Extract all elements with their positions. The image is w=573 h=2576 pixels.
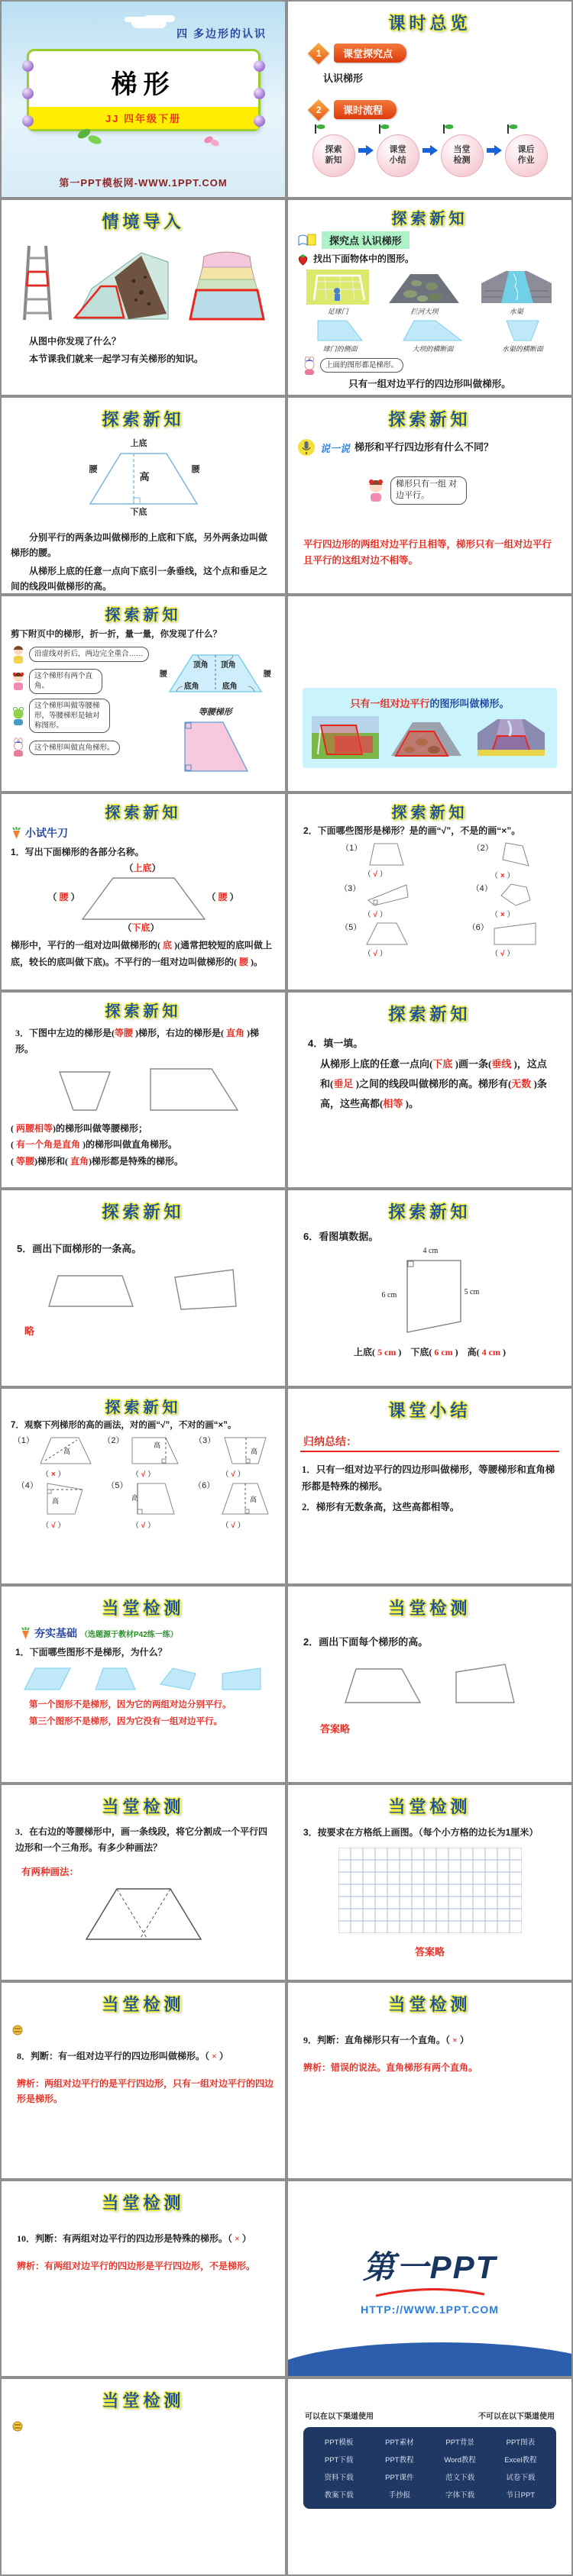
shape-item: （5） （ √ ）: [316, 921, 435, 958]
slide-title: 探索新知: [391, 210, 468, 228]
slide-07-fold[interactable]: [0, 595, 286, 793]
answer: （ √ ）: [490, 950, 515, 959]
slide-title: 课时总览: [388, 14, 471, 33]
microphone-icon: [297, 438, 316, 457]
trapezoid-figure: [92, 1666, 138, 1692]
grid-paper: [338, 1848, 522, 1933]
slide-title: 当堂检测: [102, 1796, 185, 1816]
site-link[interactable]: PPT模板: [324, 2439, 354, 2448]
slide-title: 探索新知: [105, 1002, 182, 1020]
question-text: 3．在右边的等腰梯形中，画一条线段，将它分割成一个平行四边形和一个三角形。有多少种画法？: [15, 1825, 268, 1854]
trapezoid-figure: [402, 319, 463, 342]
slide-title: 课堂小结: [388, 1400, 471, 1420]
dim-top: 4 cm: [422, 1247, 439, 1256]
edition-label: JJ 四年级下册: [105, 113, 182, 124]
answer: （ √ ）: [221, 1470, 245, 1480]
dim-right: 5 cm: [464, 1288, 480, 1297]
slide-06-compare[interactable]: [286, 396, 573, 595]
girl-avatar-icon: [11, 644, 26, 664]
task-prompt: 剪下附页中的梯形，折一折，量一量，你发现了什么？: [11, 629, 222, 639]
site-link[interactable]: 节日PPT: [506, 2491, 536, 2500]
arrow-right-icon: [358, 145, 374, 156]
slide-title: 情境导入: [102, 211, 185, 231]
label-waist: 腰: [159, 670, 167, 679]
vault-box-figure: [183, 243, 270, 323]
answer: （ √ ）: [363, 950, 387, 959]
speech-bubble: 这个梯形叫做等腰梯形，等腰梯形是轴对称图形。: [29, 699, 110, 734]
slide-title: 当堂检测: [102, 2193, 185, 2213]
site-link[interactable]: PPT下载: [324, 2456, 354, 2465]
speech-bubble: 上面的图形都是梯形。: [320, 358, 403, 373]
label-right-waist: （ 腰 ）: [206, 892, 239, 903]
trapezoid-figure: [364, 921, 410, 947]
answer: 答案略: [320, 1723, 351, 1735]
conclusion-text: 平行四边形的两组对边平行且相等，梯形只有一组对边平行且平行的这组对边不相等。: [303, 538, 552, 567]
ball-decoration: [254, 60, 265, 72]
slide-title: 探索新知: [105, 805, 182, 822]
ball-decoration: [22, 88, 34, 99]
allowed-channels-label: 可以在以下渠道使用: [305, 2413, 374, 2422]
section-ribbon: 课时流程: [334, 100, 397, 119]
right-trapezoid-figure: [144, 1064, 244, 1115]
judge-question: 8．判断：有一组对边平行的四边形叫做梯形。（ × ）: [17, 2051, 228, 2062]
dim-left: 6 cm: [381, 1291, 397, 1300]
answer: （ √ ）: [363, 911, 387, 920]
site-link[interactable]: PPT背景: [445, 2439, 474, 2448]
question-text: 6．看图填数据。: [303, 1231, 379, 1243]
ball-decoration: [254, 88, 265, 99]
answer: （ √ ）: [41, 1522, 66, 1531]
fill-paragraph: 从梯形上底的任意一点向(下底 )画一条(垂线 )，这点和(垂足 )之间的线段叫做梯形的高。梯形有(无数 )条高，这些高都(相等 )。: [320, 1058, 547, 1110]
ball-decoration: [22, 115, 34, 127]
leaf-icon: [76, 126, 102, 147]
slide-16-summary[interactable]: [286, 1387, 573, 1586]
slide-21-judge8[interactable]: [0, 1981, 286, 2180]
height-paragraph: 从梯形上底的任意一点向下底引一条垂线，这个点和垂足之间的线段叫做梯形的高。: [11, 565, 268, 592]
definition-text: 只有一组对边平行的四边形叫做梯形。: [348, 378, 511, 389]
slide-12-practice4[interactable]: [286, 991, 573, 1190]
site-links-panel: [303, 2427, 556, 2509]
analysis-text: 辨析：两组对边平行的是平行四边形，只有一组对边平行的四边形是梯形。: [17, 2077, 274, 2105]
denied-channels-label: 不可以在以下渠道使用: [478, 2413, 555, 2422]
judge-question: 10．判断：有两组对边平行的四边形是特殊的梯形。（ × ）: [17, 2232, 251, 2244]
shape-item: （1） （ √ ）: [316, 841, 435, 880]
source-site: 第一PPT模板网-WWW.1PPT.COM: [59, 176, 228, 189]
ladder-figure: [16, 243, 59, 323]
question-text: 梯形和平行四边形有什么不同？: [354, 441, 494, 453]
label-waist: 腰: [263, 670, 271, 679]
label-bottom-angle: 底角: [222, 683, 238, 691]
label-bottom-angle: 底角: [183, 683, 199, 691]
fill-paragraph: 梯形中，平行的一组对边叫做梯形的( 底 )(通常把较短的底叫做上底，较长的底叫做下底)。不平行的一组对边叫做梯形的( 腰 )。: [11, 940, 273, 967]
slide-02-overview[interactable]: [286, 0, 573, 199]
slide-11-practice3[interactable]: [0, 991, 286, 1190]
slide-title: 当堂检测: [388, 1995, 471, 2015]
photo-label: 拦河大坝: [410, 307, 439, 315]
slide-26-license[interactable]: [286, 2377, 573, 2576]
quad-figure: [497, 841, 533, 869]
summary-point: 1．只有一组对边平行的四边形叫做梯形，等腰梯形和直角梯形都是特殊的梯形。: [302, 1464, 555, 1493]
slide-25-check-blank[interactable]: [0, 2377, 286, 2576]
slide-title: 探索新知: [102, 1202, 185, 1222]
height-figure: [218, 1479, 273, 1519]
diagram-caption: 等腰梯形: [198, 708, 232, 717]
trapezoid-figure: [219, 1666, 264, 1692]
site-link[interactable]: PPT课件: [385, 2474, 414, 2483]
shape-item: （4） （ × ）: [443, 882, 563, 919]
slide-title: 当堂检测: [388, 1796, 471, 1816]
analysis-text: 第三个图形不是梯形，因为它没有一组对边平行。: [29, 1717, 222, 1727]
answer: （ √ ）: [221, 1522, 245, 1531]
number-diamond: 1: [308, 42, 329, 63]
height-item: （6） 高 （ √ ）: [190, 1479, 276, 1530]
number-diamond: 2: [308, 98, 329, 120]
title-card: [27, 49, 261, 131]
bee-icon: [12, 2025, 23, 2035]
divider: [300, 1451, 559, 1452]
height-figure: [41, 1479, 90, 1519]
question-text: 4．填一填。: [308, 1037, 364, 1049]
label-top-angle: 顶角: [220, 661, 236, 670]
slide-title: 探索新知: [388, 1004, 471, 1024]
answer: 略: [24, 1325, 35, 1338]
slide-05-parts[interactable]: [0, 396, 286, 595]
label-bottom-base: 下底: [130, 508, 147, 518]
analysis-text: 辨析：有两组对边平行的四边形是平行四边形，不是梯形。: [17, 2260, 256, 2271]
ball-decoration: [22, 60, 34, 72]
quad-figure: [157, 1666, 200, 1692]
quad-figure: [450, 1661, 519, 1707]
slide-01-title[interactable]: [0, 0, 286, 199]
activity-label: 说一说: [320, 442, 351, 454]
ball-decoration: [254, 115, 265, 127]
shape-label: 水渠的横断面: [501, 344, 543, 353]
slide-title: 当堂检测: [388, 1599, 471, 1619]
slide-08-banner[interactable]: [286, 595, 573, 793]
labeled-trapezoid-diagram: [48, 860, 239, 933]
logo-swoosh: [373, 2288, 487, 2297]
canal-photo: [480, 270, 553, 305]
summary-point: 2．梯形有无数条高，这些高都相等。: [302, 1501, 460, 1512]
right-trapezoid-figure: [180, 719, 251, 776]
site-link[interactable]: PPT素材: [385, 2439, 414, 2448]
trapezoid-parts-diagram: [63, 437, 224, 519]
trapezoid-figure: [316, 319, 364, 342]
site-link[interactable]: 手抄报: [388, 2491, 411, 2500]
dam-photo: [388, 716, 465, 759]
lesson-flow: [297, 124, 562, 177]
pentagon-figure: [496, 882, 534, 908]
photo-label: 水渠: [509, 307, 523, 315]
dimensioned-trapezoid-diagram: [365, 1247, 495, 1337]
slide-18-check2[interactable]: [286, 1585, 573, 1784]
trapezoid-figure: [505, 319, 540, 342]
slide-19-check3[interactable]: [0, 1784, 286, 1982]
goal-photo: [312, 716, 379, 759]
site-link[interactable]: Excel教程: [504, 2456, 537, 2465]
label-left-waist: （ 腰 ）: [47, 892, 80, 903]
slide-24-logo[interactable]: [286, 2180, 573, 2378]
girl-avatar-icon: [11, 671, 26, 691]
slide-10-practice2[interactable]: [286, 792, 573, 991]
flag-icon: [377, 124, 389, 134]
unit-title: 四 多边形的认识: [176, 27, 267, 40]
slide-20-check4[interactable]: [286, 1784, 573, 1982]
question-text: 2．画出下面每个梯形的高。: [303, 1636, 429, 1648]
shape-item: （6） （ √ ）: [443, 921, 563, 958]
canal-photo: [474, 716, 548, 759]
explore-point-tag: 探究点 认识梯形: [322, 231, 410, 249]
girl-avatar-icon: [366, 478, 386, 502]
strawberry-icon: [297, 253, 309, 266]
fill-line: ( 等腰)梯形和( 直角)梯形都是特殊的梯形。: [11, 1156, 184, 1167]
flag-icon: [312, 124, 325, 134]
flag-icon: [441, 124, 453, 134]
question-text: 1．写出下面梯形的各部分名称。: [11, 847, 144, 858]
slide-04-explore-shapes[interactable]: [286, 199, 573, 397]
slide-14-practice6[interactable]: [286, 1189, 573, 1387]
slide-title: 探索新知: [102, 410, 185, 430]
shape-label: 球门的侧面: [322, 344, 358, 353]
answer: （ √ ）: [131, 1522, 156, 1531]
wave-decoration: [286, 2342, 573, 2377]
butterfly-icon: [203, 134, 220, 152]
question-text: 从图中你发现了什么？: [29, 335, 121, 347]
quad-figure: [364, 882, 411, 908]
site-link[interactable]: 资料下载: [324, 2474, 354, 2483]
speech-bubble: 这个梯形有两个直角。: [29, 669, 102, 694]
answer: （ × ）: [490, 872, 515, 881]
site-logo: 第一PPT: [362, 2248, 497, 2285]
trapezoid-figure: [341, 1664, 425, 1707]
site-link[interactable]: Word教程: [444, 2456, 476, 2465]
svg-text:高: 高: [63, 1448, 70, 1456]
svg-text:高: 高: [250, 1496, 257, 1504]
cloud-graphic: [131, 17, 167, 28]
banner-key-text: 只有一组对边平行: [350, 697, 430, 709]
question-text: 5．画出下面梯形的一条高。: [17, 1243, 142, 1255]
question-text: 1．下面哪些图形不是梯形，为什么？: [15, 1647, 167, 1658]
flow-step: 当堂 检测: [441, 134, 484, 177]
lead-text: 本节课我们就来一起学习有关梯形的知识。: [29, 353, 204, 364]
answer: （ √ ）: [131, 1470, 156, 1480]
frog-avatar-icon: [11, 706, 26, 726]
section-ribbon: 课堂探究点: [334, 44, 406, 63]
shape-label: 大坝的横断面: [412, 344, 454, 353]
flag-icon: [505, 124, 517, 134]
label-right-waist: 腰: [191, 465, 200, 475]
question-text: 2．下面哪些图形是梯形？是的画“√”，不是的画“×”。: [303, 825, 521, 837]
flow-step: 课后 作业: [505, 134, 548, 177]
arrow-right-icon: [487, 145, 502, 156]
lesson-title: 梯形: [111, 70, 176, 99]
explore-point: 认识梯形: [323, 73, 364, 84]
label-top-angle: 顶角: [193, 661, 209, 670]
height-figure: [37, 1434, 94, 1467]
site-link[interactable]: 教案下载: [324, 2491, 354, 2500]
svg-text:高: 高: [251, 1448, 258, 1456]
slide-03-intro[interactable]: [0, 199, 286, 397]
height-item: （5） 高 （ √ ）: [101, 1479, 186, 1530]
height-item: （1） 高 （ × ）: [11, 1434, 96, 1479]
site-link[interactable]: PPT教程: [385, 2456, 414, 2465]
label-bottom-base: （下底）: [122, 922, 160, 934]
section-label: 夯实基础: [34, 1627, 77, 1640]
slide-title: 探索新知: [388, 1202, 471, 1222]
soccer-goal-photo: [306, 270, 369, 305]
photo-label: 足球门: [327, 307, 348, 315]
label-left-waist: 腰: [89, 465, 98, 475]
task-prompt: 找出下面物体中的图形。: [313, 253, 415, 264]
slide-title: 探索新知: [388, 410, 471, 430]
banner-rest-text: 的图形叫做梯形。: [429, 697, 510, 709]
analysis-text: 第一个图形不是梯形，因为它的两组对边分别平行。: [29, 1700, 231, 1710]
answer: （ × ）: [41, 1470, 66, 1480]
flow-step: 课堂 小结: [377, 134, 419, 177]
slide-title: 当堂检测: [102, 2391, 185, 2411]
shape-item: （3） （ √ ）: [316, 882, 435, 919]
bee-icon: [12, 2421, 23, 2432]
slope-figure: [69, 247, 172, 323]
site-link[interactable]: 试卷下载: [506, 2474, 536, 2483]
carrot-icon: [20, 1626, 31, 1640]
split-trapezoid-diagram: [79, 1881, 209, 1947]
section-label: 小试牛刀: [25, 827, 68, 840]
question-text: 7．观察下列梯形的高的画法，对的画“√”，不对的画“×”。: [11, 1420, 237, 1430]
site-link[interactable]: 字体下载: [445, 2491, 475, 2500]
definition-paragraph: 分别平行的两条边叫做梯形的上底和下底，另外两条边叫做梯形的腰。: [11, 532, 268, 559]
isosceles-trapezoid-diagram: [158, 644, 273, 704]
site-link[interactable]: 范文下载: [445, 2474, 475, 2483]
summary-heading: 归纳总结：: [303, 1435, 357, 1448]
carrot-icon: [11, 826, 22, 840]
slide-17-check1[interactable]: [0, 1585, 286, 1784]
site-link[interactable]: PPT图表: [506, 2439, 536, 2448]
fill-line: ( 有一个角是直角 )的梯形叫做直角梯形。: [11, 1139, 178, 1151]
answer: （ √ ）: [363, 870, 387, 880]
slide-22-judge9[interactable]: [286, 1981, 573, 2180]
height-figure: [219, 1434, 272, 1467]
slide-13-practice5[interactable]: [0, 1189, 286, 1387]
answer: 答案略: [414, 1946, 445, 1958]
answer-line: 上底( 5 cm ) 下底( 6 cm ) 高( 4 cm ): [354, 1347, 506, 1358]
slide-09-practice1[interactable]: [0, 792, 286, 991]
slide-title: 当堂检测: [102, 1995, 185, 2015]
label-height: 高: [139, 471, 150, 483]
question-text: 3．按要求在方格纸上画图。（每个小方格的边长为1厘米）: [303, 1826, 539, 1838]
height-item: （2） 高 （ √ ）: [101, 1434, 186, 1479]
rabbit-avatar-icon: [11, 738, 26, 757]
slide-title: 探索新知: [105, 1399, 182, 1416]
trapezoid-figure: [46, 1268, 138, 1312]
slide-title: 探索新知: [391, 805, 468, 822]
speech-bubble: 沿虚线对折后，两边完全重合……: [29, 647, 149, 661]
height-item: （4） 高 （ √ ）: [11, 1479, 96, 1530]
quad-figure: [365, 841, 410, 867]
svg-text:高: 高: [51, 1497, 59, 1506]
answer: （ × ）: [490, 911, 515, 920]
fill-line: ( 两腰相等)的梯形叫做等腰梯形；: [11, 1122, 148, 1134]
answer-note: 有两种画法：: [21, 1867, 79, 1878]
svg-text:高: 高: [153, 1441, 160, 1450]
judge-question: 9．判断：直角梯形只有一个直角。（ × ）: [303, 2035, 469, 2046]
label-top-base: 上底: [130, 439, 147, 449]
rabbit-avatar-icon: [302, 357, 317, 375]
slide-title: 探索新知: [105, 606, 182, 624]
height-figure: [131, 1479, 180, 1519]
parallelogram-figure: [23, 1666, 73, 1692]
svg-text:高: 高: [131, 1494, 138, 1503]
slide-23-judge10[interactable]: [0, 2180, 286, 2378]
book-icon: [297, 233, 317, 247]
trapezoid-figure: [492, 921, 538, 947]
slide-15-practice7[interactable]: [0, 1387, 286, 1586]
quad-figure: [167, 1265, 241, 1312]
source-note: （选题源于教材P42练一练）: [80, 1630, 178, 1639]
slide-title: 当堂检测: [102, 1599, 185, 1619]
analysis-text: 辨析：错误的说法。直角梯形有两个直角。: [303, 2061, 478, 2073]
shape-item: （2） （ × ）: [443, 841, 563, 880]
speech-bubble: 梯形只有一组 对边平行。: [390, 476, 467, 505]
height-item: （3） 高 （ √ ）: [190, 1434, 276, 1479]
label-top-base: （上底）: [124, 863, 161, 874]
height-figure: [128, 1434, 184, 1467]
isosceles-trapezoid-figure: [43, 1067, 127, 1115]
arrow-right-icon: [422, 145, 438, 156]
edition-band: [29, 107, 258, 129]
site-url: HTTP://WWW.1PPT.COM: [361, 2303, 499, 2316]
summary-panel: [303, 688, 558, 768]
dam-photo: [387, 270, 461, 305]
speech-bubble: 这个梯形叫做直角梯形。: [29, 741, 120, 755]
flow-step: 探索 新知: [312, 134, 355, 177]
question-text: 3．下图中左边的梯形是(等腰 )梯形，右边的梯形是( 直角 )梯形。: [15, 1027, 260, 1055]
